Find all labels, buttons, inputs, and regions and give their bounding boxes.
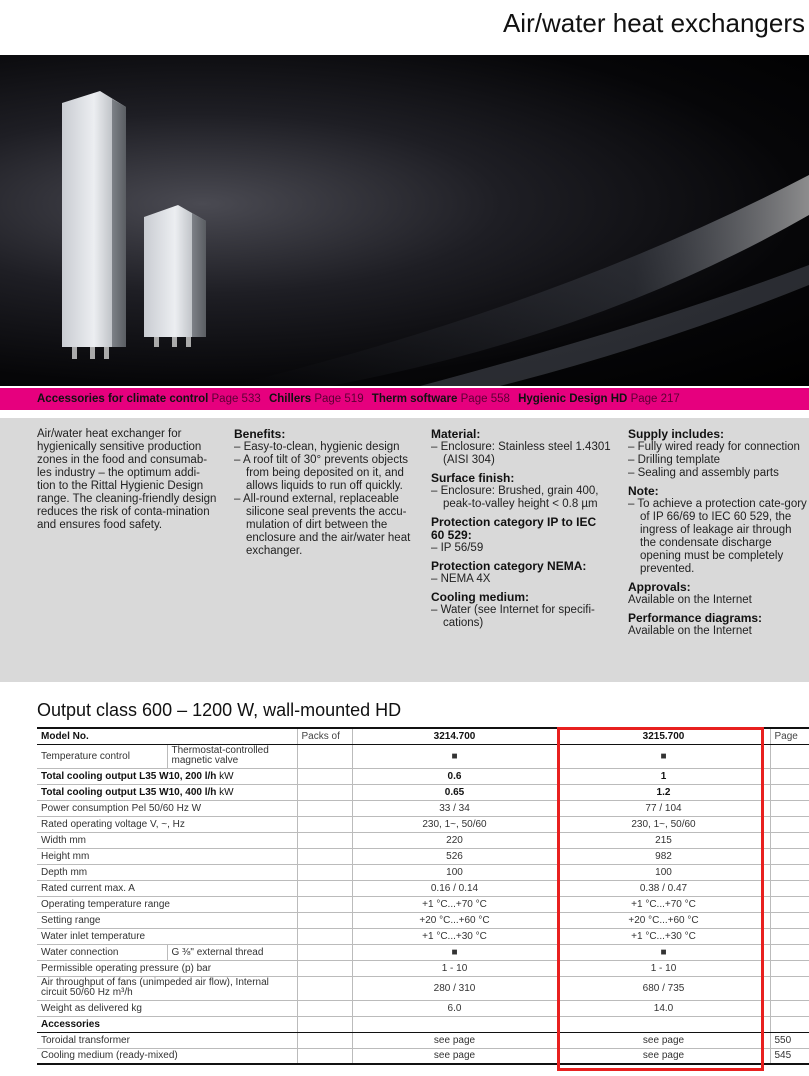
table-row [37, 1000, 809, 1016]
note-heading: Note: [628, 484, 659, 498]
table-row [37, 1048, 809, 1064]
page-number: 545 [770, 1048, 809, 1064]
row-value-1: 280 / 310 [352, 976, 557, 1000]
benefit-item: – A roof tilt of 30° prevents objects from being deposited on it, and allows liquids to run off quickly. [234, 454, 412, 493]
row-value-1: 0.16 / 0.14 [352, 880, 557, 896]
row-value-1: 0.6 [352, 768, 557, 784]
table-row [37, 768, 809, 784]
table-row [37, 784, 809, 800]
row-value-1: +20 °C...+60 °C [352, 912, 557, 928]
row-label: Operating temperature range [37, 896, 297, 912]
table-row [37, 896, 809, 912]
benefit-item: – All-round external, replaceable silicone seal prevents the accu-mulation of dirt between the enclosure and the air/water heat exchanger. [234, 493, 412, 558]
supply-heading: Supply includes: [628, 427, 725, 441]
surface-item: – Enclosure: Brushed, grain 400, peak-to-valley height < 0.8 µm [431, 485, 611, 511]
link-accessories-page: Page 533 [211, 393, 261, 405]
table-row [37, 864, 809, 880]
material-column [431, 428, 611, 630]
row-label: Power consumption Pel 50/60 Hz W [37, 800, 297, 816]
table-row [37, 912, 809, 928]
link-therm-software-page: Page 558 [460, 393, 510, 405]
performance-text: Available on the Internet [628, 625, 752, 637]
table-row [37, 1032, 809, 1048]
row-value-2: +20 °C...+60 °C [557, 912, 770, 928]
link-accessories[interactable]: Accessories for climate control [37, 393, 209, 405]
benefits-column [234, 428, 412, 558]
row-value-1: 6.0 [352, 1000, 557, 1016]
table-row [37, 744, 809, 768]
row-value-1: 0.65 [352, 784, 557, 800]
product-photo [0, 55, 809, 386]
row-value-2: +1 °C...+30 °C [557, 928, 770, 944]
cross-reference-bar [0, 388, 809, 410]
spec-table [37, 727, 809, 1065]
row-label: Height mm [37, 848, 297, 864]
see-page-link[interactable]: see page [557, 1032, 770, 1048]
row-value-1: 230, 1~, 50/60 [352, 816, 557, 832]
row-label: Toroidal transformer [37, 1032, 297, 1048]
row-label: Weight as delivered kg [37, 1000, 297, 1016]
see-page-link[interactable]: see page [352, 1048, 557, 1064]
row-value-2: 230, 1~, 50/60 [557, 816, 770, 832]
table-row [37, 848, 809, 864]
ip-item: – IP 56/59 [431, 542, 611, 555]
surface-heading: Surface finish: [431, 471, 515, 485]
table-row [37, 976, 809, 1000]
supply-column [628, 428, 809, 638]
row-value-1: +1 °C...+30 °C [352, 928, 557, 944]
cooling-item: – Water (see Internet for specifi-cations) [431, 604, 611, 630]
benefits-heading: Benefits: [234, 427, 286, 441]
see-page-link[interactable]: see page [352, 1032, 557, 1048]
row-value-1: 1 - 10 [352, 960, 557, 976]
link-therm-software[interactable]: Therm software [371, 393, 458, 405]
small-heat-exchanger [144, 205, 206, 347]
row-value-2: 14.0 [557, 1000, 770, 1016]
supply-item: – Fully wired ready for connection [628, 441, 809, 454]
row-value-1: ■ [352, 744, 557, 768]
see-page-link[interactable]: see page [557, 1048, 770, 1064]
row-value-2: 215 [557, 832, 770, 848]
header-model-2: 3215.700 [557, 728, 770, 744]
intro-column [37, 428, 217, 532]
table-row [37, 928, 809, 944]
link-hygienic-design[interactable]: Hygienic Design HD [518, 393, 628, 405]
material-item: – Enclosure: Stainless steel 1.4301 (AISI 304) [431, 441, 611, 467]
benefit-item: – Easy-to-clean, hygienic design [234, 441, 412, 454]
row-value-1: +1 °C...+70 °C [352, 896, 557, 912]
intro-text: Air/water heat exchanger for hygienically sensitive production zones in the food and consumab-les industry – the optimum addi-tion to the Rittal Hygienic Design range. The cleaning-friendly design reduces the risk of conta-mination and ensures food safety. [37, 428, 217, 531]
table-title: Output class 600 – 1200 W, wall-mounted HD [37, 700, 402, 720]
link-chillers-page: Page 519 [314, 393, 364, 405]
row-value-1: 100 [352, 864, 557, 880]
product-info-panel [0, 418, 809, 682]
link-hygienic-design-page: Page 217 [630, 393, 680, 405]
row-value-1: 220 [352, 832, 557, 848]
row-value-2: 1.2 [557, 784, 770, 800]
row-label: Permissible operating pressure (p) bar [37, 960, 297, 976]
row-label: Temperature control [37, 744, 167, 768]
row-label: Water connection [37, 944, 167, 960]
table-row [37, 880, 809, 896]
row-sublabel: Thermostat-controlled magnetic valve [167, 744, 297, 768]
row-sublabel: G ⅜" external thread [167, 944, 297, 960]
table-row [37, 944, 809, 960]
table-row [37, 816, 809, 832]
table-row [37, 960, 809, 976]
row-value-2: +1 °C...+70 °C [557, 896, 770, 912]
nema-item: – NEMA 4X [431, 573, 611, 586]
accessories-heading-row [37, 1016, 809, 1032]
note-item: – To achieve a protection cate-gory of IP 66/69 to IEC 60 529, the ingress of leakage air through the condensate discharge opening must be completely prevented. [628, 498, 809, 576]
page-title: Air/water heat exchangers [502, 8, 805, 38]
approvals-heading: Approvals: [628, 580, 691, 594]
row-label: Setting range [37, 912, 297, 928]
cooling-heading: Cooling medium: [431, 590, 529, 604]
performance-heading: Performance diagrams: [628, 611, 763, 625]
nema-heading: Protection category NEMA: [431, 559, 587, 573]
row-label: Total cooling output L35 W10, 400 l/h kW [37, 784, 297, 800]
row-label: Width mm [37, 832, 297, 848]
row-value-2: 100 [557, 864, 770, 880]
link-chillers[interactable]: Chillers [268, 393, 312, 405]
row-value-1: 526 [352, 848, 557, 864]
supply-item: – Sealing and assembly parts [628, 467, 809, 480]
approvals-text: Available on the Internet [628, 594, 752, 606]
table-row [37, 832, 809, 848]
header-packs: Packs of [297, 728, 352, 744]
header-model-1: 3214.700 [352, 728, 557, 744]
table-header-row [37, 728, 809, 744]
row-label: Water inlet temperature [37, 928, 297, 944]
row-label: Cooling medium (ready-mixed) [37, 1048, 297, 1064]
header-model: Model No. [37, 728, 297, 744]
page-number: 550 [770, 1032, 809, 1048]
ip-heading: Protection category IP to IEC 60 529: [431, 515, 597, 542]
row-label: Depth mm [37, 864, 297, 880]
row-label: Air throughput of fans (unimpeded air flow), Internal circuit 50/60 Hz m³/h [37, 976, 297, 1000]
row-value-2: 1 [557, 768, 770, 784]
table-row [37, 800, 809, 816]
row-value-2: 982 [557, 848, 770, 864]
accessories-heading: Accessories [37, 1016, 297, 1032]
row-value-1: 33 / 34 [352, 800, 557, 816]
row-label: Total cooling output L35 W10, 200 l/h kW [37, 768, 297, 784]
row-value-2: 0.38 / 0.47 [557, 880, 770, 896]
material-heading: Material: [431, 427, 481, 441]
row-label: Rated operating voltage V, ~, Hz [37, 816, 297, 832]
header-page: Page [770, 728, 809, 744]
tall-heat-exchanger [62, 91, 126, 359]
row-value-2: 77 / 104 [557, 800, 770, 816]
supply-item: – Drilling template [628, 454, 809, 467]
row-value-2: 1 - 10 [557, 960, 770, 976]
row-value-2: ■ [557, 744, 770, 768]
row-value-2: 680 / 735 [557, 976, 770, 1000]
row-value-2: ■ [557, 944, 770, 960]
row-label: Rated current max. A [37, 880, 297, 896]
row-value-1: ■ [352, 944, 557, 960]
